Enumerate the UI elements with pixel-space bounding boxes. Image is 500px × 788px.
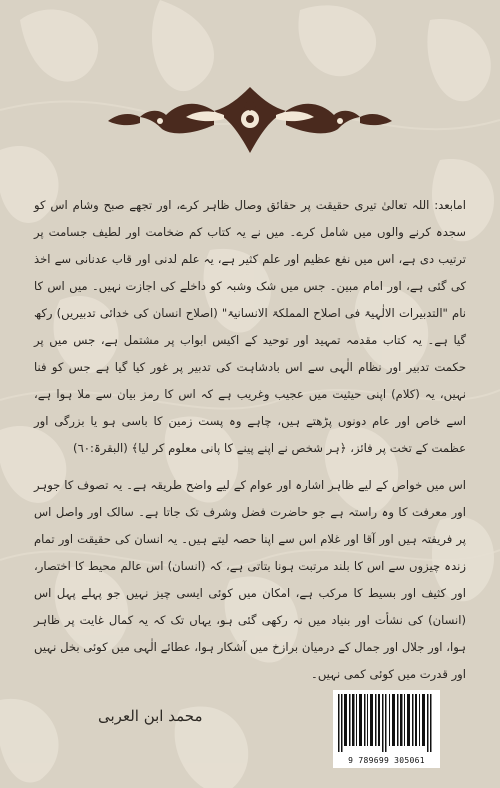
isbn-number: 9 789699 305061 bbox=[348, 756, 425, 765]
arabesque-divider-icon bbox=[100, 85, 400, 155]
barcode-bars bbox=[338, 694, 435, 752]
paragraph-1: امابعد: اللہ تعالیٰ تیری حقیقت پر حقائق وصال ظاہر کرے، اور تجھے صبح وشام اس کو سجدہ کرنے والوں میں شامل کرے۔ میں نے یہ کتاب کم ضخامت اور لطیف جسامت پر ترتیب دی ہے، اس میں نفع عظیم اور علم کثیر ہے، یہ علم لدنی اور قاب عدنانی سے اخذ کی گئی ہے، اور امام مبین۔ جس میں شک وشبہ کو داخلے کی اجازت نہیں۔ میں اس کا نام "التدبیرات الالٰہیۃ فی اصلاح المملکۃ الانسانیۃ" (اصلاح انسان کی خدائی تدبیریں) رکھ گیا ہے۔ یہ کتاب مقدمہ تمہید اور توحید کے اکیس ابواب پر مشتمل ہے، جس میں پر حکمت تدبیر اور نظام الٰہی سے اس بادشاہت کی تدبیر پر غور کیا گیا ہے جس کو فنا نہیں، یہ (کلام) اپنی حیثیت میں عجیب وغریب ہے کہ اس کا رمز بیان سے ملا ہوا ہے، اسے خاص اور عام دونوں پڑھتے ہیں، چاہے وہ پست زمین کا باسی ہو یا بزرگی اور عظمت کے تخت پر فائز، ﴿ہر شخص نے اپنے پینے کا پانی معلوم کر لیا﴾ (البقرۃ:٦٠) bbox=[34, 198, 466, 455]
back-cover-text bbox=[34, 192, 466, 688]
paragraph-2: اس میں خواص کے لیے ظاہر اشارہ اور عوام کے لیے واضح طریقہ ہے۔ یہ تصوف کا جوہر اور معرفت کا وہ راستہ ہے جو حاضرت فضل وشرف تک جاتا ہے۔ سالک اور واصل اس پر فریفتہ ہیں اور آقا اور غلام اس سے اپنا حصہ لیتے ہیں۔ یہ انسان کی حقیقت اور تمام زندہ چیزوں سے اس کا بلند مرتبت ہونا بتاتی ہے، کہ (انسان) اس عالم محیط کا اختصار، اور کثیف اور بسیط کا مرکب ہے، امکان میں کوئی ایسی چیز نہیں جو پہلے پہل اس (انسان) کی نشأت اور بنیاد میں نہ رکھی گئی ہو، یہاں تک کہ یہ کمال غایت پر ظاہر ہوا، اور جلال اور جمال کے درمیان برازخ میں آشکار ہوا، عطائے الٰہی میں کوئی بخل نہیں اور قدرت میں کوئی کمی نہیں۔ bbox=[34, 478, 466, 681]
barcode-icon bbox=[333, 690, 440, 768]
author-signature: محمد ابن العربی bbox=[98, 707, 203, 725]
